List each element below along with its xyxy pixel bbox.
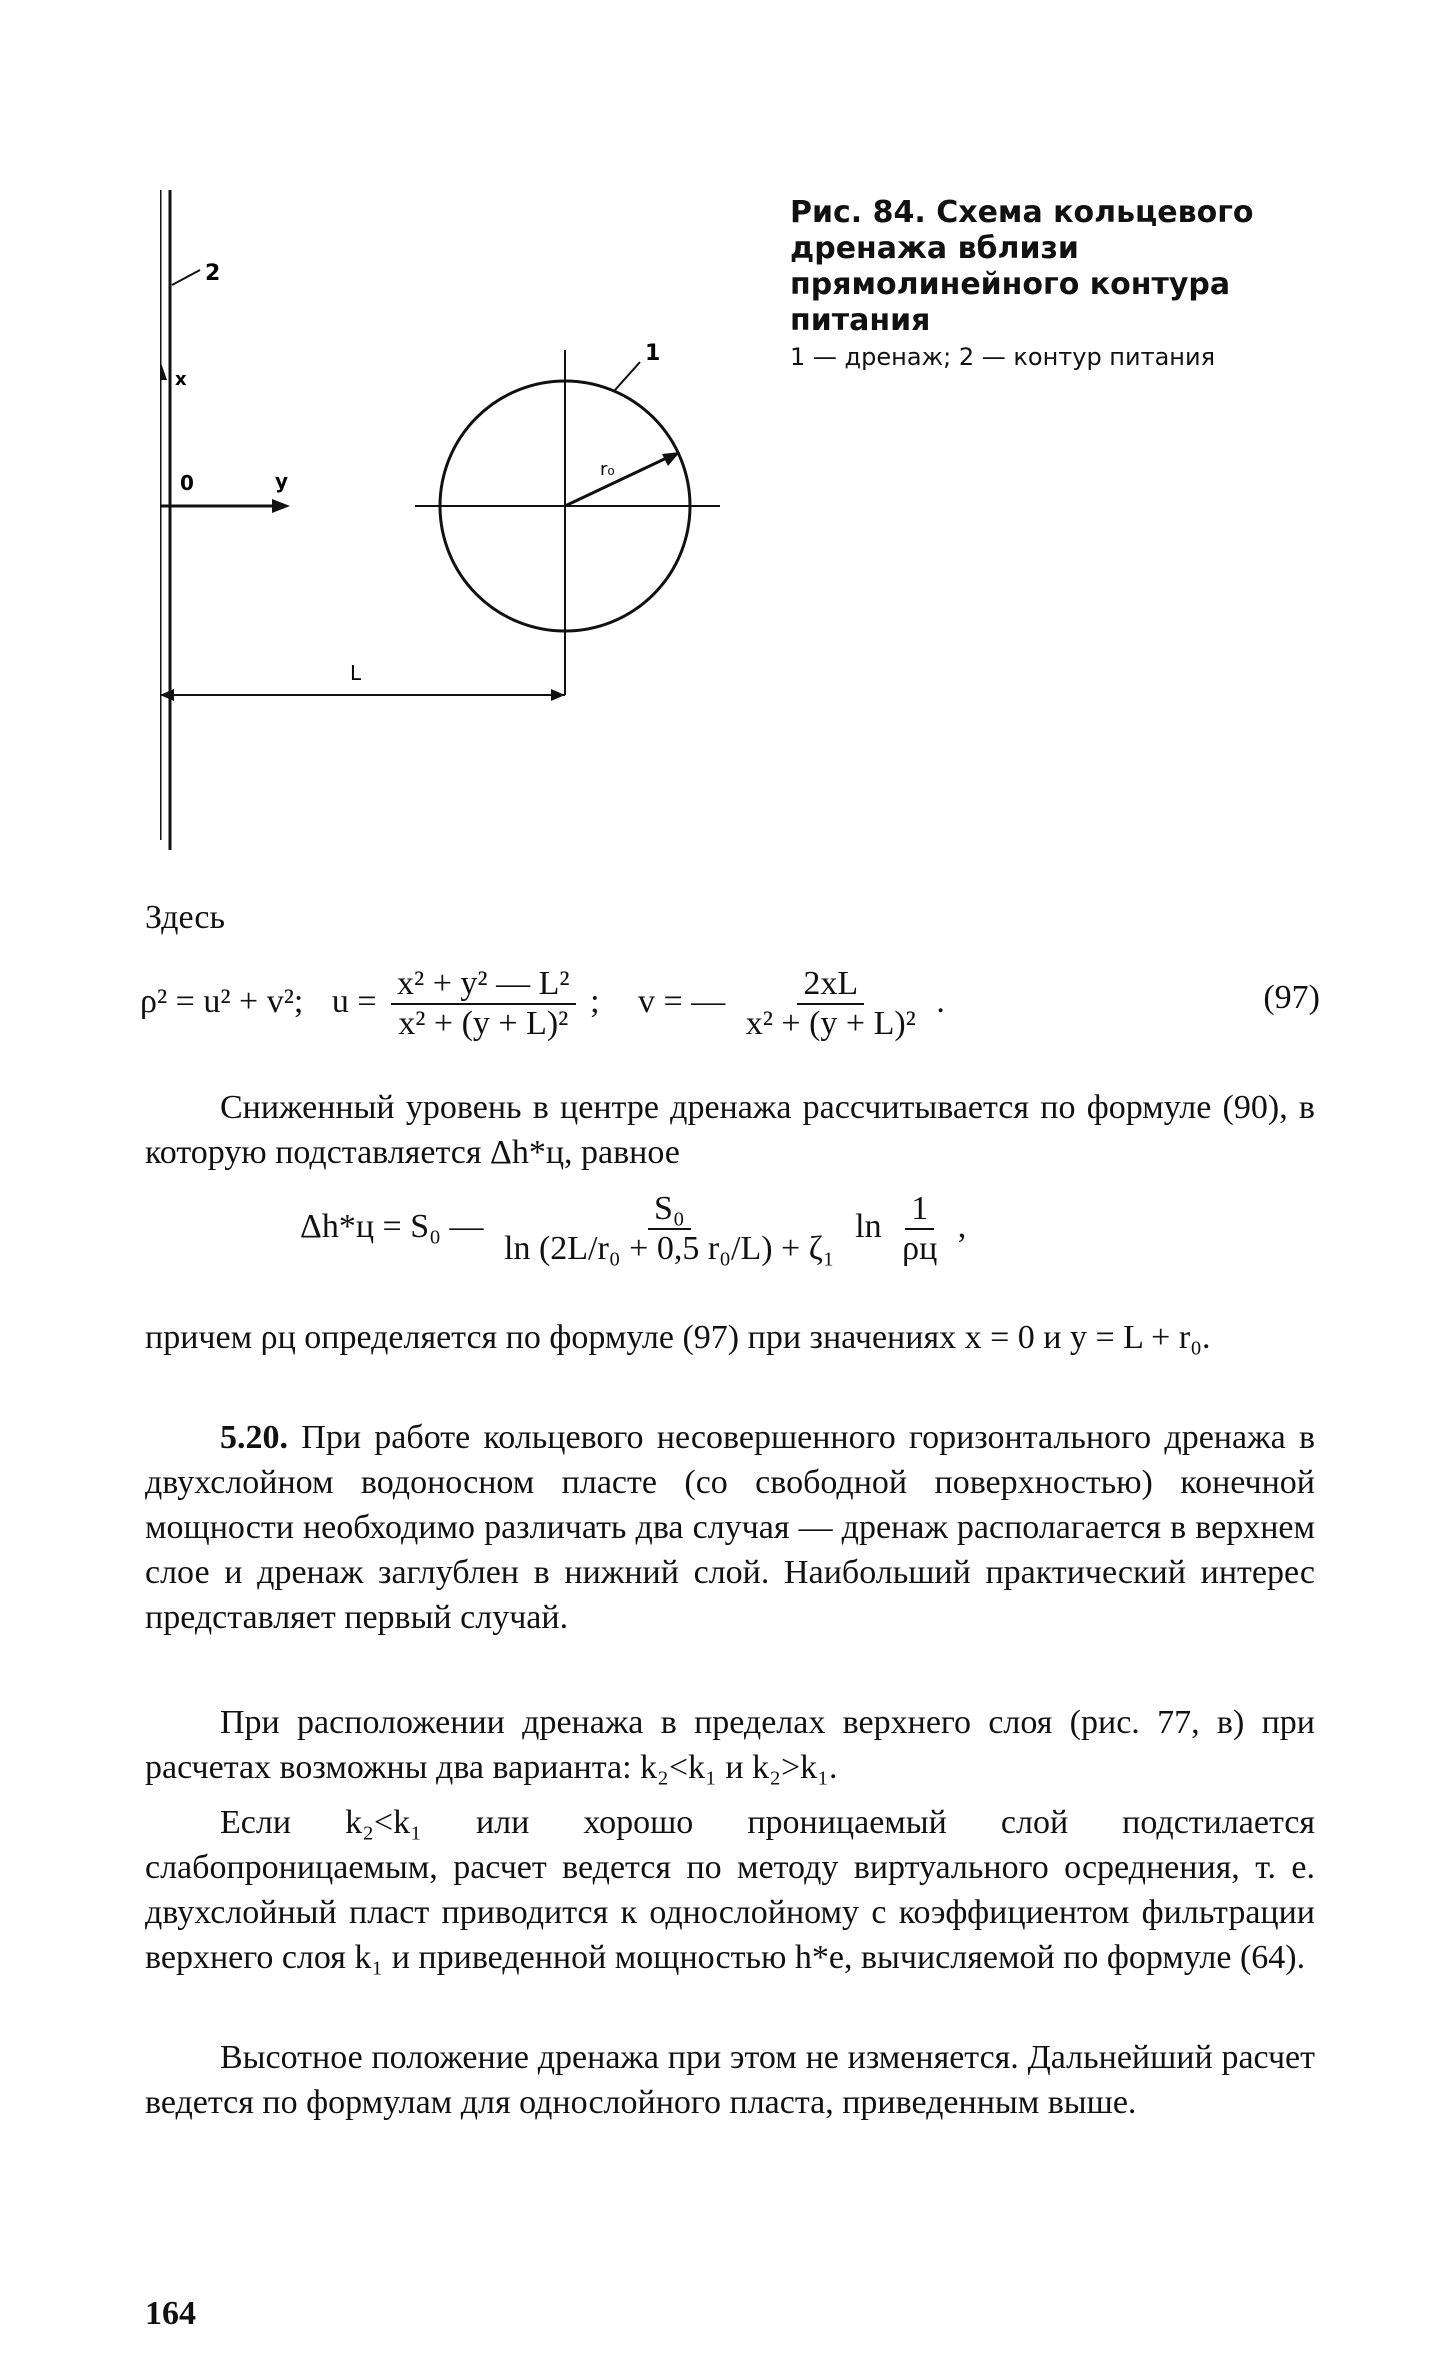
paragraph-3-container <box>145 1415 1315 1640</box>
L-dimension-arrowhead-right <box>551 689 565 701</box>
zdes-label-block <box>145 895 1315 940</box>
eq-dh-numerator: S₀ <box>648 1190 691 1230</box>
label-r0: r₀ <box>600 459 615 480</box>
L-dimension-arrowhead-left <box>160 689 174 701</box>
paragraph-4-block <box>145 1700 1315 1790</box>
zdes-label: Здесь <box>145 899 226 936</box>
paragraph-3-block <box>145 1415 1315 1640</box>
eq97-u-fraction <box>391 965 576 1043</box>
feed-contour-lines <box>160 190 170 850</box>
paragraph-2: причем ρц определяется по формуле (97) при значениях x = 0 и y = L + r₀. <box>145 1319 1211 1356</box>
eq-dh-ln-denominator: ρц <box>902 1230 938 1267</box>
eq97-u-denominator: x² + (y + L)² <box>398 1005 569 1042</box>
eq97-number: (97) <box>1263 979 1320 1016</box>
page-number: 164 <box>145 2295 196 2332</box>
paragraph-5-block <box>145 1800 1315 1980</box>
caption-legend: 1 — дренаж; 2 — контур питания <box>790 343 1216 371</box>
eq97-separator: ; <box>590 982 600 1020</box>
eq97-u-label: u = <box>331 982 377 1020</box>
eq-dh-denominator: ln (2L/r₀ + 0,5 r₀/L) + ζ₁ <box>504 1230 835 1267</box>
equation-97 <box>140 965 1320 1045</box>
drainage-scheme-figure <box>160 190 760 870</box>
caption-title: Рис. 84. Схема кольцевого дренажа вблизи прямолинейного контура питания <box>790 195 1254 338</box>
eq97-u-numerator: x² + y² — L² <box>391 965 576 1005</box>
paragraph-1: Сниженный уровень в центре дренажа рассчитывается по формуле (90), в которую подставляется Δh*ц, равное <box>145 1089 1315 1171</box>
eq97-end: . <box>936 982 945 1020</box>
radius-arrowhead <box>662 452 680 466</box>
eq97-rho: ρ² = u² + v²; <box>140 982 304 1020</box>
section-number: 5.20. <box>220 1419 288 1456</box>
paragraph-6-block <box>145 2035 1315 2125</box>
eq97-v-denominator: x² + (y + L)² <box>745 1005 916 1042</box>
eq97-v-fraction <box>740 965 922 1043</box>
paragraph-5: Если k₂<k₁ или хорошо проницаемый слой подстилается слабопроницаемым, расчет ведется по методу виртуального осреднения, т. е. двухслойный пласт приводится к однослойному с коэффициентом фильтрации верхнего слоя k₁ и приведенной мощностью h*е, вычисляемой по формуле (64). <box>145 1804 1315 1976</box>
label-x: x <box>175 369 187 390</box>
paragraph-6: Высотное положение дренажа при этом не изменяется. Дальнейший расчет ведется по формулам для однослойного пласта, приведенным выше. <box>145 2039 1315 2121</box>
figure-caption <box>790 195 1350 371</box>
eq-dh-left: Δh*ц = S₀ — <box>300 1207 484 1245</box>
eq-dh-main-fraction <box>498 1190 841 1268</box>
eq97-v-numerator: 2xL <box>797 965 864 1005</box>
drainage-scheme-diagram <box>160 190 760 870</box>
eq-dh-end: , <box>957 1207 967 1245</box>
y-axis-arrowhead <box>272 499 290 513</box>
label-L: L <box>350 661 362 685</box>
label-origin: 0 <box>180 471 194 495</box>
radius-line <box>565 454 675 506</box>
eq-dh-ln: ln <box>855 1207 882 1245</box>
leader-line-1 <box>615 362 640 390</box>
eq97-v-label: v = — <box>638 982 726 1020</box>
leader-line-2 <box>172 270 200 285</box>
paragraph-4: При расположении дренажа в пределах верхнего слоя (рис. 77, в) при расчетах возможны два варианта: k₂<k₁ и k₂>k₁. <box>145 1704 1315 1786</box>
paragraph-1-block <box>145 1085 1315 1175</box>
equation-delta-h <box>300 1190 1200 1280</box>
paragraph-2-block <box>145 1315 1315 1360</box>
eq-dh-ln-numerator: 1 <box>905 1190 934 1230</box>
paragraph-3: При работе кольцевого несовершенного горизонтального дренажа в двухслойном водоносном пласте (со свободной поверхностью) конечной мощности необходимо различать два случая — дренаж располагается в верхнем слое и дренаж заглублен в нижний слой. Наибольший практический интерес представляет первый случай. <box>145 1419 1315 1636</box>
eq-dh-ln-fraction <box>896 1190 943 1268</box>
label-1: 1 <box>645 341 661 366</box>
label-2: 2 <box>205 261 221 286</box>
label-y: y <box>275 469 289 493</box>
